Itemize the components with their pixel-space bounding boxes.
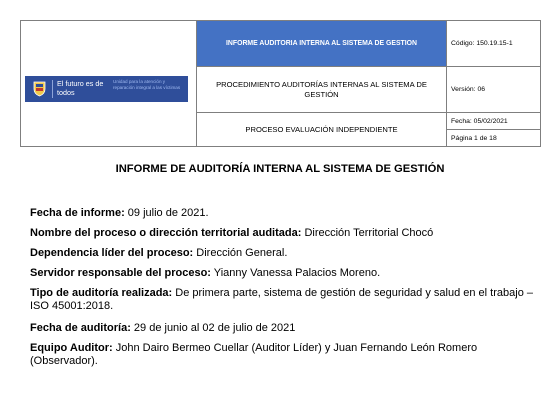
field-value: Yianny Vanessa Palacios Moreno. — [210, 267, 381, 279]
field-audit-type — [30, 287, 535, 313]
field-label: Tipo de auditoría realizada: — [30, 287, 173, 299]
logo-main-text: El futuro es de todos — [57, 79, 104, 97]
report-title-cell: INFORME AUDITORIA INTERNA AL SISTEMA DE GESTION — [197, 21, 447, 67]
field-value: John Dairo Bermeo Cuellar (Auditor Líder) y Juan Fernando León Romero (Observador). — [30, 342, 478, 367]
header-table — [20, 20, 541, 147]
process-cell: PROCESO EVALUACIÓN INDEPENDIENTE — [197, 113, 447, 147]
logo-sub-text: Unidad para la atención y reparación integral a las víctimas — [113, 79, 181, 90]
field-value: 09 julio de 2021. — [124, 207, 209, 219]
field-responsible-official — [30, 267, 535, 280]
field-report-date — [30, 207, 535, 220]
field-label: Nombre del proceso o dirección territorial auditada: — [30, 227, 302, 239]
code-cell: Código: 150.19.15-1 — [447, 21, 541, 67]
logo — [21, 21, 196, 146]
field-label: Dependencia líder del proceso: — [30, 247, 194, 259]
report-fields — [30, 207, 535, 375]
date-cell: Fecha: 05/02/2021 — [447, 113, 541, 130]
logo-band — [25, 76, 188, 102]
field-label: Equipo Auditor: — [30, 342, 113, 354]
field-value: De primera parte, sistema de gestión de seguridad y salud en el trabajo – ISO 45001:2018. — [30, 287, 533, 312]
page-number-cell: Página 1 de 18 — [447, 130, 541, 147]
coat-of-arms-icon — [33, 80, 46, 97]
logo-cell — [21, 21, 197, 147]
field-audit-date — [30, 322, 535, 335]
field-label: Servidor responsable del proceso: — [30, 267, 211, 279]
field-label: Fecha de auditoría: — [30, 322, 131, 334]
document-header — [20, 20, 541, 147]
field-value: Dirección Territorial Chocó — [301, 227, 434, 239]
field-lead-dependency — [30, 247, 535, 260]
procedure-cell: PROCEDIMIENTO AUDITORÍAS INTERNAS AL SISTEMA DE GESTIÓN — [197, 67, 447, 113]
logo-separator — [52, 80, 53, 98]
field-value: Dirección General. — [193, 247, 288, 259]
field-label: Fecha de informe: — [30, 207, 125, 219]
version-cell: Versión: 06 — [447, 67, 541, 113]
field-process-audited — [30, 227, 535, 240]
field-value: 29 de junio al 02 de julio de 2021 — [130, 322, 296, 334]
field-audit-team — [30, 342, 535, 368]
document-title: INFORME DE AUDITORÍA INTERNA AL SISTEMA DE GESTIÓN — [115, 163, 445, 175]
